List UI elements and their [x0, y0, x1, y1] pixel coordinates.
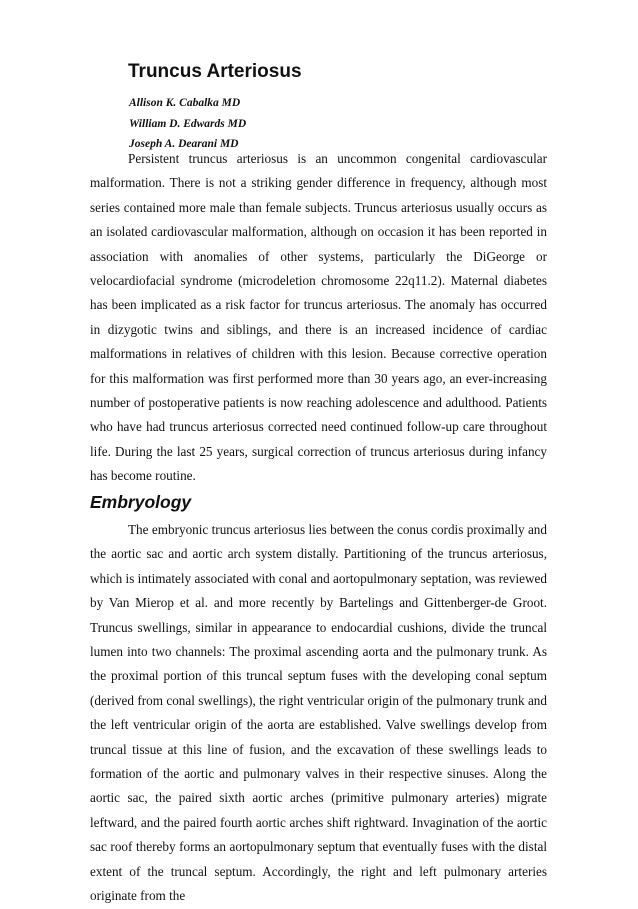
- embryology-paragraph: The embryonic truncus arteriosus lies between the conus cordis proximally and the aortic sac and aortic arch system distally. Partitioning of the truncus arteriosus, which is intimately associated with conal and aortopulmonary septation, was reviewed by Van Mierop et al. and more recently by Bartelings and Gittenberger-de Groot. Truncus swellings, similar in appearance to endocardial cushions, divide the truncal lumen into two channels: The proximal ascending aorta and the pulmonary trunk. As the proximal portion of this truncal septum fuses with the developing conal septum (derived from conal swellings), the right ventricular origin of the pulmonary trunk and the left ventricular origin of the aorta are established. Valve swellings develop from truncal tissue at this line of fusion, and the excavation of these swellings leads to formation of the aortic and pulmonary valves in their respective sinuses. Along the aortic sac, the paired sixth aortic arches (primitive pulmonary arteries) migrate leftward, and the paired fourth aortic arches shift rightward. Invagination of the aortic sac roof thereby forms an aortopulmonary septum that eventually fuses with the distal extent of the truncal septum. Accordingly, the right and left pulmonary arteries originate from the: [90, 522, 547, 904]
- intro-paragraph: Persistent truncus arteriosus is an uncommon congenital cardiovascular malformation. There is not a striking gender difference in frequency, although most series contained more male than female subjects. Truncus arteriosus usually occurs as an isolated cardiovascular malformation, although on occasion it has been reported in association with anomalies of other systems, particularly the DiGeorge or velocardiofacial syndrome (microdeletion chromosome 22q11.2). Maternal diabetes has been implicated as a risk factor for truncus arteriosus. The anomaly has occurred in dizygotic twins and siblings, and there is an increased incidence of cardiac malformations in relatives of children with this lesion. Because corrective operation for this malformation was first performed more than 30 years ago, an ever-increasing number of postoperative patients is now reaching adolescence and adulthood. Patients who have had truncus arteriosus corrected need continued follow-up care throughout life. During the last 25 years, surgical correction of truncus arteriosus during infancy has become routine.: [90, 151, 547, 484]
- author-name: Joseph A. Dearani MD: [129, 138, 239, 150]
- section-heading-embryology: Embryology: [90, 492, 192, 512]
- author-list: [129, 93, 246, 155]
- author-name: Allison K. Cabalka MD: [129, 97, 241, 109]
- author-name: William D. Edwards MD: [129, 117, 247, 130]
- document-title: Truncus Arteriosus: [128, 61, 302, 82]
